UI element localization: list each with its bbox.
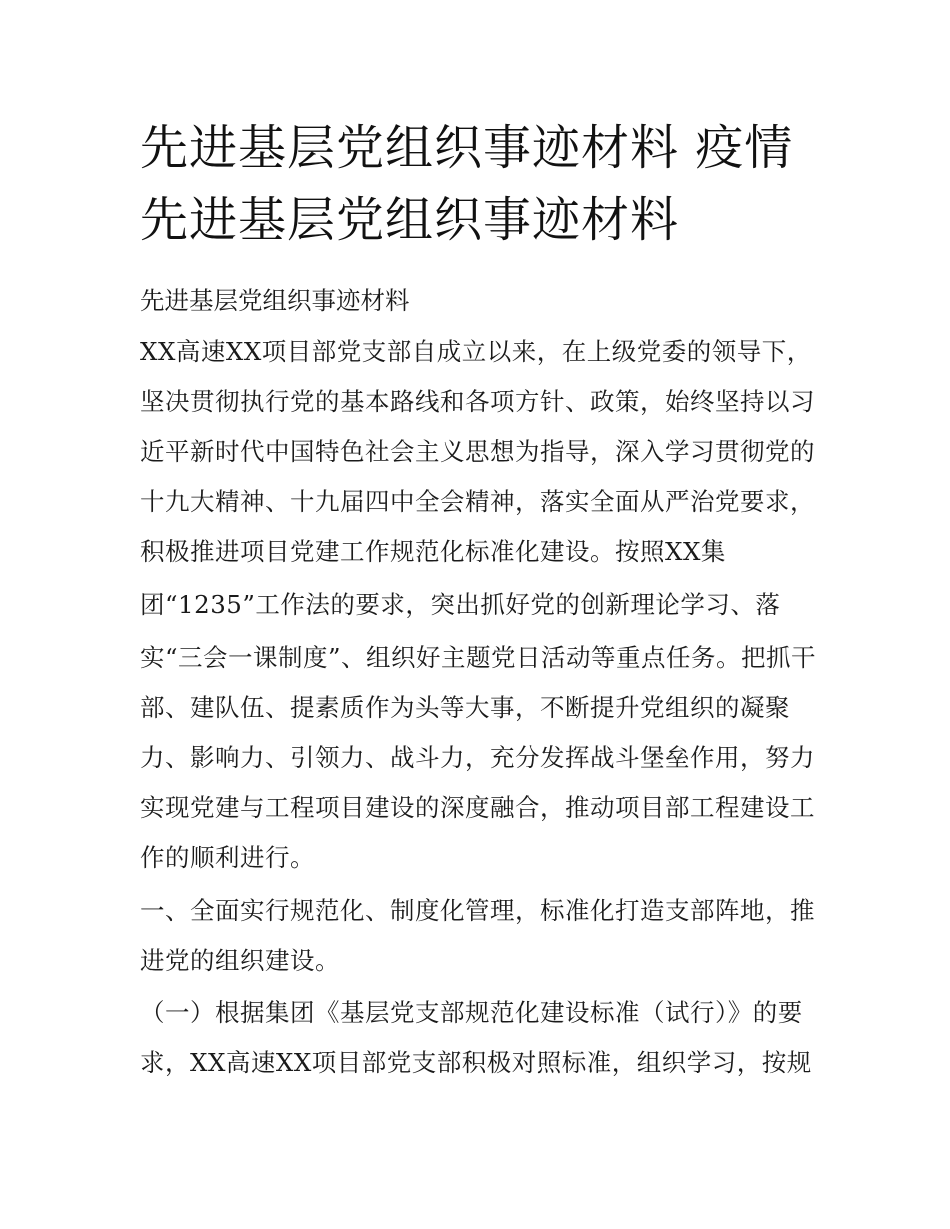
body-line: 实现党建与工程项目建设的深度融合，推动项目部工程建设工 (140, 793, 815, 822)
body-line: 求，XX高速XX项目部党支部积极对照标准，组织学习，按规 (140, 1048, 812, 1077)
body-line: 部、建队伍、提素质作为头等大事，不断提升党组织的凝聚 (140, 693, 790, 722)
body-line: （一）根据集团《基层党支部规范化建设标准（试行）》的要 (140, 998, 803, 1027)
body-line: 十九大精神、十九届四中全会精神，落实全面从严治党要求， (140, 487, 815, 516)
body-line: 作的顺利进行。 (140, 843, 315, 872)
document-title: 先进基层党组织事迹材料 疫情先进基层党组织事迹材料 (140, 120, 794, 248)
body-line: 近平新时代中国特色社会主义思想为指导，深入学习贯彻党的 (140, 437, 815, 466)
body-line: 团“1235”工作法的要求，突出抓好党的创新理论学习、落 (140, 590, 781, 619)
body-line: 力、影响力、引领力、战斗力，充分发挥战斗堡垒作用，努力 (140, 743, 815, 772)
section-heading-line: 进党的组织建设。 (140, 946, 340, 975)
document-subtitle: 先进基层党组织事迹材料 (140, 286, 410, 315)
body-line: 坚决贯彻执行党的基本路线和各项方针、政策，始终坚持以习 (140, 387, 815, 416)
body-line: 积极推进项目党建工作规范化标准化建设。按照XX集 (140, 537, 726, 566)
body-line: XX高速XX项目部党支部自成立以来，在上级党委的领导下， (140, 337, 812, 366)
body-line: 实“三会一课制度”、组织好主题党日活动等重点任务。把抓干 (140, 643, 817, 672)
section-heading-line: 一、全面实行规范化、制度化管理，标准化打造支部阵地，推 (140, 896, 815, 925)
